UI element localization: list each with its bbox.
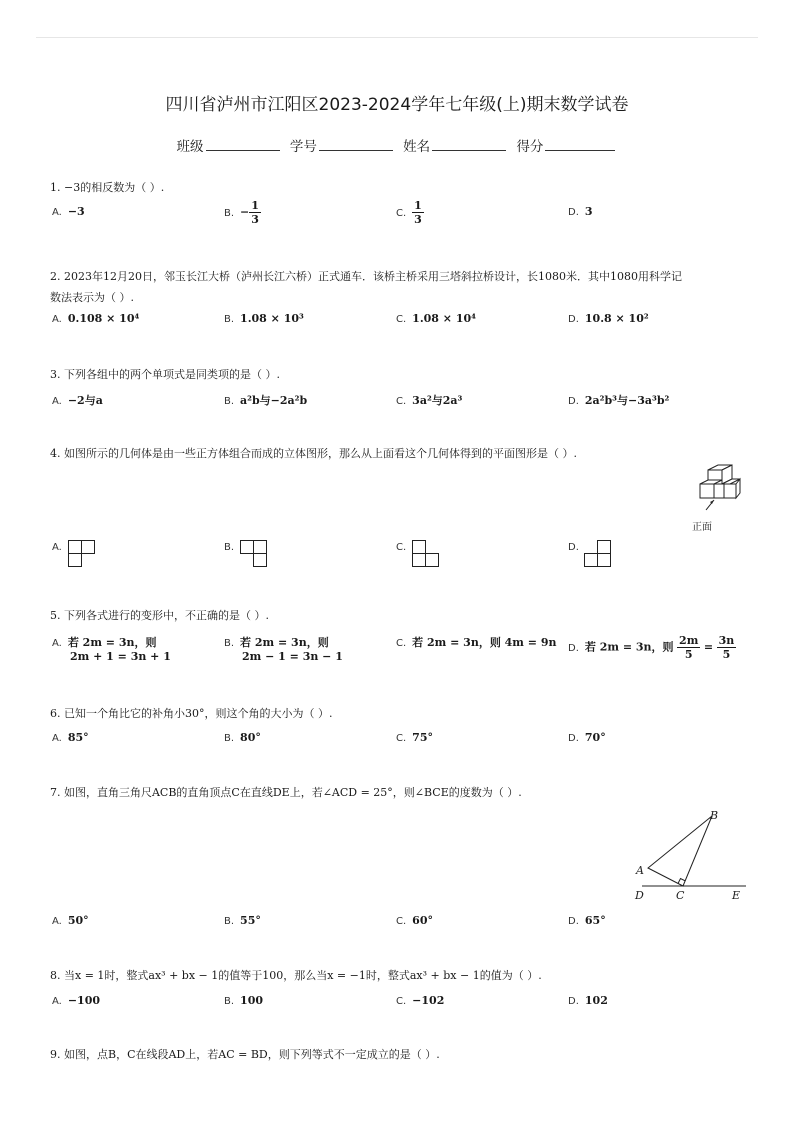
point-e-label: E bbox=[732, 889, 741, 902]
option-c[interactable]: C. 若 2m = 3n，则 4m = 9n bbox=[396, 636, 557, 649]
option-c[interactable]: C. 1.08 × 10⁴ bbox=[396, 312, 476, 325]
option-a[interactable]: A. 50° bbox=[52, 914, 89, 927]
question-1-stem: 1. −3的相反数为（ ）. bbox=[50, 181, 165, 194]
question-3-stem: 3. 下列各组中的两个单项式是同类项的是（ ）. bbox=[50, 368, 280, 381]
question-9-stem: 9. 如图，点B，C在线段AD上，若AC = BD，则下列等式不一定成立的是（ ）. bbox=[50, 1048, 440, 1061]
option-a[interactable]: A. −3 bbox=[52, 205, 85, 218]
question-2-stem bbox=[50, 266, 740, 308]
fraction: $\frac{1}{3}$ bbox=[251, 199, 259, 226]
option-b[interactable]: B. 80° bbox=[224, 731, 261, 744]
class-blank[interactable] bbox=[206, 136, 280, 151]
point-d-label: D bbox=[635, 889, 644, 902]
question-7-stem: 7. 如图，直角三角尺ACB的直角顶点C在直线DE上，若∠ACD = 25°，则∠BCE的度数为（ ）. bbox=[50, 786, 522, 799]
fraction: $\frac{2m}{5}$ bbox=[679, 634, 699, 661]
question-8-stem: 8. 当x = 1时，整式ax³ + bx − 1的值等于100，那么当x = −1时，整式ax³ + bx − 1的值为（ ）. bbox=[50, 969, 542, 982]
option-c[interactable]: C. 60° bbox=[396, 914, 433, 927]
question-5-stem: 5. 下列各式进行的变形中，不正确的是（ ）. bbox=[50, 609, 269, 622]
option-a[interactable]: A. bbox=[52, 540, 68, 553]
option-d[interactable]: D. 3 bbox=[568, 205, 593, 218]
student-info-line bbox=[0, 135, 794, 155]
option-a[interactable]: A. 0.108 × 10⁴ bbox=[52, 312, 140, 325]
score-label: 得分 bbox=[516, 139, 544, 155]
option-b[interactable]: B. 55° bbox=[224, 914, 261, 927]
option-a[interactable]: A. −100 bbox=[52, 994, 101, 1007]
option-d[interactable]: D. 70° bbox=[568, 731, 606, 744]
class-label: 班级 bbox=[176, 139, 204, 155]
option-d[interactable]: D. bbox=[568, 540, 585, 553]
option-b[interactable]: B. 1.08 × 10³ bbox=[224, 312, 304, 325]
question-4-stem: 4. 如图所示的几何体是由一些正方体组合而成的立体图形，那么从上面看这个几何体得到的平面图形是（ ）. bbox=[50, 447, 577, 460]
option-d[interactable]: D. 102 bbox=[568, 994, 608, 1007]
option-b[interactable]: B. 100 bbox=[224, 994, 264, 1007]
fraction: $\frac{1}{3}$ bbox=[414, 199, 422, 226]
question-2-line-1: 2. 2023年12月20日，邻玉长江大桥（泸州长江六桥）正式通车．该桥主桥采用三塔斜拉桥设计，长1080米．其中1080用科学记 bbox=[50, 270, 682, 283]
name-blank[interactable] bbox=[432, 136, 506, 151]
student-id-blank[interactable] bbox=[319, 136, 393, 151]
option-b[interactable]: B. a²b与−2a²b bbox=[224, 394, 308, 407]
option-d[interactable]: D. 2a²b³与−3a³b² bbox=[568, 394, 670, 407]
exam-title: 四川省泸州市江阳区2023-2024学年七年级(上)期末数学试卷 bbox=[165, 95, 629, 115]
option-d[interactable]: D. 10.8 × 10² bbox=[568, 312, 649, 325]
triangle-ruler-figure bbox=[628, 806, 758, 906]
score-blank[interactable] bbox=[545, 136, 615, 151]
question-6-stem: 6. 已知一个角比它的补角小30°，则这个角的大小为（ ）. bbox=[50, 707, 333, 720]
option-d[interactable]: D. 若 2m = 3n，则 $\frac{2m}{5}$ = $\frac{3n}{5}$ bbox=[568, 634, 735, 661]
option-c[interactable]: C. bbox=[396, 540, 412, 553]
option-c[interactable]: C. −102 bbox=[396, 994, 445, 1007]
point-a-label: A bbox=[636, 864, 644, 877]
front-view-label: 正面 bbox=[692, 522, 712, 533]
fraction: $\frac{3n}{5}$ bbox=[718, 634, 735, 661]
student-id-label: 学号 bbox=[289, 139, 317, 155]
option-c[interactable]: C. 3a²与2a³ bbox=[396, 394, 463, 407]
cube-solid-figure bbox=[690, 464, 750, 536]
option-c[interactable]: C. 75° bbox=[396, 731, 433, 744]
point-b-label: B bbox=[710, 809, 719, 822]
point-c-label: C bbox=[676, 889, 685, 902]
page-top-rule bbox=[36, 37, 758, 38]
name-label: 姓名 bbox=[403, 139, 431, 155]
option-b[interactable]: B. bbox=[224, 540, 240, 553]
option-d[interactable]: D. 65° bbox=[568, 914, 606, 927]
option-a[interactable]: A. 若 2m = 3n，则 2m + 1 = 3n + 1 bbox=[52, 636, 171, 663]
option-a[interactable]: A. 85° bbox=[52, 731, 89, 744]
option-b[interactable]: B. 若 2m = 3n，则 2m − 1 = 3n − 1 bbox=[224, 636, 343, 663]
option-a[interactable]: A. −2与a bbox=[52, 394, 103, 407]
option-b[interactable]: B. − $\frac{1}{3}$ bbox=[224, 199, 259, 226]
question-2-line-2: 数法表示为（ ）. bbox=[50, 291, 134, 304]
option-c[interactable]: C. $\frac{1}{3}$ bbox=[396, 199, 422, 226]
